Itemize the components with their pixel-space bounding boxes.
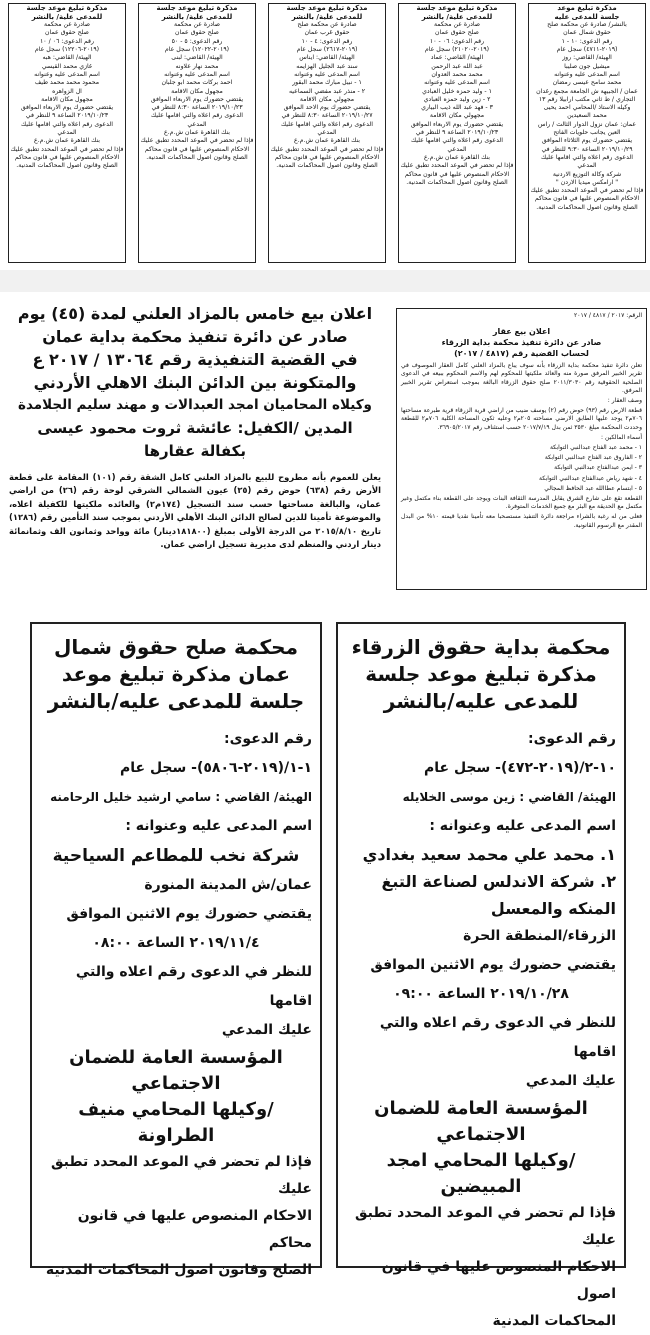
notice-line: غازي محمد القيسي bbox=[41, 62, 93, 70]
notice-line: " ارامكس ميديا الاردن " bbox=[555, 178, 619, 186]
notice-title-line: محكمة بداية حقوق الزرقاء bbox=[351, 635, 611, 659]
purpose: للنظر في الدعوى رقم اعلاه والتي اقامها bbox=[75, 964, 312, 1009]
notice-line: محمد سامح عيسى رمضان bbox=[552, 79, 622, 87]
notice-box-1-text bbox=[9, 4, 125, 171]
notice-line: الدعوى رقم اعلاه والتي اقامها عليك bbox=[411, 137, 503, 145]
notice-line: ٢٠١٩/١٠/٢٣ الساعة ٩ للنظر في bbox=[25, 112, 109, 120]
notice-box-2 bbox=[138, 3, 256, 263]
attend-line: يقتضي حضورك يوم الاثنين الموافق bbox=[66, 906, 312, 922]
case-label: رقم الدعوى: bbox=[224, 731, 312, 747]
notice-line: الهيئة/ القاضي: هبه bbox=[42, 54, 92, 62]
notice-line: رقم الدعوى: ٤ - ١٠ bbox=[301, 37, 353, 45]
case-number: ١-١/(٢٠١٩-٥٨٠٦)- سجل عام bbox=[119, 760, 312, 776]
notice-line: بنك القاهرة عمان ش.م.ع bbox=[34, 137, 100, 145]
auction-heading-line: في القضية التنفيذية رقم ١٣٠٦٤ / ٢٠١٧ ع bbox=[32, 350, 358, 369]
notice-line: بنك القاهرة عمان ش.م.ع bbox=[164, 129, 230, 137]
notice-line: الصلح وقانون اصول المحاكمات المدنية. bbox=[276, 162, 378, 170]
notice-line: الصلح وقانون اصول المحاكمات المدنية. bbox=[16, 162, 118, 170]
notice-line: يقتضي حضورك يوم الاربعاء الموافق bbox=[20, 104, 114, 112]
notice-line: الصلح وقانون اصول المحاكمات المدنية. bbox=[406, 178, 508, 186]
notice-line: رقم الدعوى: ٠٦ / ١٠ bbox=[39, 37, 94, 45]
notice-line: صلح حقوق عمان bbox=[435, 29, 479, 37]
defendant-label: اسم المدعى عليه وعنوانه : bbox=[125, 818, 312, 834]
notice-line: فإذا لم تحضر في الموعد المحدد تطبق عليك bbox=[10, 145, 124, 153]
notice-line: صلح حقوق عمان bbox=[175, 29, 219, 37]
zarqa-paragraph: ٢ - الفاروق عبد الفتاح عبدالنبي التوابكة bbox=[544, 454, 642, 462]
purpose: للنظر في الدعوى رقم اعلاه والتي اقامها bbox=[379, 1015, 616, 1060]
notice-line: الاحكام المنصوص عليها في قانون محاكم bbox=[404, 170, 510, 178]
auction-heading-line: بكفالة عقارها bbox=[143, 442, 247, 460]
defendant-label: اسم المدعى عليه وعنوانه : bbox=[429, 818, 616, 834]
notice-line: حقوق غرب عمان bbox=[304, 29, 350, 37]
notice-line: سند عبد الجليل الهزايمه bbox=[296, 62, 358, 70]
notice-line: اسم المدعى عليه وعنوانه bbox=[554, 70, 620, 78]
notice-line: مجهولي مكان الاقامة bbox=[429, 112, 485, 120]
separator-middle bbox=[0, 596, 650, 616]
notice-line: شركة وكالة التوزيع الاردنية bbox=[552, 170, 622, 178]
plaintiff-line: /وكيلها المحامي امجد المبيضين bbox=[386, 1150, 576, 1197]
notice-line: مجهول مكان الاقامة bbox=[41, 95, 93, 103]
zarqa-paragraph: ٥ - ابتسام عطاالله عبد الحافظ المجالي bbox=[544, 484, 642, 492]
notice-line: رقم الدعوى: ١٠ - ١ bbox=[561, 37, 613, 45]
notice-line: الصلح وقانون اصول المحاكمات المدنية. bbox=[536, 203, 638, 211]
case-number: ١٠-٢/(٢٠١٩-٤٧٢)- سجل عام bbox=[423, 760, 616, 776]
notice-line: للمدعى علية/ بالنشر bbox=[161, 12, 233, 21]
zarqa-title: اعلان بيع عقار bbox=[492, 327, 551, 337]
attend-line: يقتضي حضورك يوم الاثنين الموافق bbox=[370, 957, 616, 973]
warning-line: الصلح وقانون اصول المحاكمات المدنية bbox=[45, 1262, 312, 1278]
notice-line: التجاري / ط ثاني مكتب ارابيلا رقم ١٣ bbox=[538, 95, 636, 103]
notice-box-3-text bbox=[269, 4, 385, 171]
notice-line: صادرة عن محكمة bbox=[173, 21, 221, 29]
notice-line: (٢٠١٩-١٢٠٢٢) سجل عام bbox=[164, 46, 230, 54]
date-time: ٢٠١٩/١٠/٢٨ الساعة ٠٩:٠٠ bbox=[393, 986, 569, 1002]
notice-line: الاحكام المنصوص عليها في قانون محاكم bbox=[534, 195, 640, 203]
notice-line: احمد بركات محمد ابو جلبان bbox=[161, 79, 233, 87]
notice-line: ٢ - منذر عبد مفضي السماعيه bbox=[288, 87, 366, 95]
notice-line: فإذا لم تحضر في الموعد المحدد تطبق عليك bbox=[140, 137, 254, 145]
notice-north-amman bbox=[30, 622, 322, 1278]
notice-line: رقم الدعوى: ٠٦ - ١٠ bbox=[429, 37, 485, 45]
notice-line: مذكرة تبليغ موعد جلسة bbox=[416, 4, 498, 12]
notice-line: الاحكام المنصوص عليها في قانون محاكم bbox=[274, 153, 380, 161]
notice-line: الهيئة/ القاضي: لبنى bbox=[171, 54, 223, 62]
plaintiff-line: /وكيلها المحامي منيف الطراونة bbox=[78, 1099, 274, 1146]
zarqa-ref: الرقم: ٢٠١٧ / ٤٨١٧ / ٢٠١٧ bbox=[574, 312, 642, 319]
notice-line: الهيئة/ القاضي: عماد bbox=[430, 54, 484, 62]
auction-heading-line: اعلان بيع خامس بالمزاد العلني لمدة (٤٥) يوم bbox=[17, 304, 373, 323]
notice-line: مجهولي مكان الاقامة bbox=[299, 95, 355, 103]
notice-line: اسم المدعى عليه وعنوانه bbox=[424, 79, 490, 87]
notice-line: المدعي bbox=[187, 120, 207, 128]
notice-line: حقوق شمال عمان bbox=[563, 29, 611, 37]
notice-line: المدعي bbox=[577, 162, 597, 170]
judge: الهيئة/ القاضي : زين موسى الخلايله bbox=[402, 790, 616, 804]
zarqa-paragraph: تعلن دائرة تنفيذ محكمة بداية الزرقاء بأنه سوف يباع بالمزاد العلني كامل العقار الموصوف في تقرير الخبير المرفق صورة منه والعائد ملكيتها للمحكوم لهم والاسم المحكوم ببيعه في الدعوى الصلحية الحقوقية رقم ٢٠١١/٣٠٣٠ صلح حقوق الزرقاء البالغة بموجب استعراض تقرير الخبير المرفق. bbox=[401, 362, 642, 394]
notice-line: عبد الله عبد الرحمن bbox=[431, 62, 483, 70]
notice-line: يقتضي حضورك يوم الاربعاء الموافق bbox=[150, 95, 244, 103]
notice-box-4 bbox=[398, 3, 516, 263]
notice-line: المدعي bbox=[317, 129, 337, 137]
notice-title-line: جلسة للمدعى عليه/بالنشر bbox=[47, 689, 305, 713]
notice-line: الدعوى رقم اعلاه والتي اقامها عليك bbox=[281, 120, 373, 128]
notice-line: ٢٠١٩/١٠/٢٩ الساعة ٩:٣٠ للنظر في bbox=[541, 145, 633, 153]
notice-line: الهيئة/ القاضي: روز bbox=[562, 54, 612, 62]
notice-line: فإذا لم تحضر في الموعد المحدد تطبق عليك bbox=[530, 187, 644, 195]
notice-line: للمدعى علية/ بالنشر bbox=[31, 12, 103, 21]
notice-line: (٢٠١٩-٢٦١٧) سجل عام bbox=[296, 46, 358, 54]
notice-line: الدعوى رقم اعلاه والتي اقامها عليك bbox=[151, 112, 243, 120]
notice-line: محمد نهار علاونه bbox=[175, 62, 219, 70]
notice-line: بنك القاهرة عمان ش.م.ع bbox=[294, 137, 360, 145]
zarqa-paragraph: وصف العقار : bbox=[607, 397, 642, 405]
notice-line: جلسة للمدعى عليه bbox=[554, 12, 620, 21]
auction-heading-line: المدين /الكفيل: عائشة ثروت محمود عيسى bbox=[37, 419, 353, 437]
auction-heading-line: وكيلاه المحاميان امجد العبدالات و مهند سليم الجلامدة bbox=[18, 397, 372, 413]
notice-line: اسم المدعى عليه وعنوانه bbox=[294, 70, 360, 78]
notice-title-line: عمان مذكرة تبليغ موعد bbox=[61, 662, 291, 686]
notice-line: عمان / الجبيهة ش الجامعة مجمع رغدان bbox=[536, 87, 638, 95]
notice-line: محمد محمد العدوان bbox=[431, 70, 483, 78]
notice-line: الصلح وقانون اصول المحاكمات المدنية. bbox=[146, 153, 248, 161]
notice-line: يقتضي حضورك يوم الاحد الموافق bbox=[283, 104, 371, 112]
auction-heading-line: صادر عن دائرة تنفيذ محكمة بداية عمان bbox=[42, 327, 348, 346]
date-time: ٢٠١٩/١١/٤ الساعة ٠٨:٠٠ bbox=[92, 935, 260, 951]
zarqa-paragraph: ١ - محمد عبد الفتاح عبدالنبي التوابكة bbox=[549, 444, 642, 452]
notice-line: صادرة عن محكمة صلح bbox=[297, 21, 357, 29]
notice-line: مجهول مكان الاقامة bbox=[171, 87, 223, 95]
notice-box-4-text bbox=[399, 4, 515, 187]
top-notices-strip bbox=[0, 0, 650, 268]
plaintiff-line: المؤسسة العامة للضمان الاجتماعي bbox=[69, 1047, 283, 1094]
warning-line: المحاكمات المدنية bbox=[492, 1313, 616, 1329]
notice-line: المدعي bbox=[447, 145, 467, 153]
bottom-strip bbox=[0, 616, 650, 1329]
notice-line: بنك القاهرة عمان ش.م.ع bbox=[424, 153, 490, 161]
notice-box-3 bbox=[268, 3, 386, 263]
zarqa-subtitle: صادر عن دائرة تنفيذ محكمة بداية الزرقاء bbox=[441, 338, 602, 348]
warning-line: الاحكام المنصوص عليها في قانون محاكم bbox=[77, 1208, 312, 1251]
notice-line: الدعوى رقم اعلاه والتي اقامها عليك bbox=[541, 153, 633, 161]
case-label: رقم الدعوى: bbox=[528, 731, 616, 747]
zarqa-paragraph: ٣ - ايمن عبدالفتاح عبدالنبي التوابكة bbox=[554, 464, 642, 472]
notice-line: الهيئة/ القاضي: ايناس bbox=[299, 54, 355, 62]
notice-line: (٢٠١٩-٤٧١١) سجل عام bbox=[556, 46, 618, 54]
notice-line: الاحكام المنصوص عليها في قانون محاكم bbox=[14, 153, 120, 161]
auction-heading-line: والمتكونة بين الدائن البنك الاهلي الأردني bbox=[33, 373, 357, 392]
zarqa-paragraph: ٤ - شهد رياض عبدالفتاح عبدالنبي التوابكة bbox=[539, 474, 642, 482]
notice-line: صادرة عن محكمة bbox=[433, 21, 481, 29]
against: عليك المدعي bbox=[525, 1073, 616, 1089]
defendant-line: المنكه والمعسل bbox=[490, 899, 616, 918]
notice-line: للمدعى علية/ بالنشر bbox=[291, 12, 363, 21]
separator-top bbox=[0, 270, 650, 292]
notice-line: مذكرة تبليغ موعد جلسة bbox=[286, 4, 368, 12]
notice-line: العين يجانب حلويات الفاتح bbox=[553, 129, 621, 137]
notice-line: بالنشر/ صادرة عن محكمة صلح bbox=[547, 21, 627, 29]
auction-notice bbox=[3, 298, 387, 590]
defendant-name: شركة نخب للمطاعم السياحية bbox=[52, 846, 300, 866]
judge: الهيئة/ القاضي : سامي ارشيد خليل الرحامنه bbox=[50, 790, 312, 804]
notice-line: ٢٠١٩/١٠/٢٧ الساعة ٨:٣٠ للنظر في bbox=[281, 112, 373, 120]
zarqa-case: لحساب القضية رقم (٤٨١٧ / ٢٠١٧) bbox=[454, 349, 589, 359]
notice-line: مذكرة تبليغ موعد جلسة bbox=[26, 4, 108, 12]
defendant-line: ٢. شركة الاندلس لصناعة التبغ bbox=[381, 872, 616, 891]
zarqa-sale-notice bbox=[396, 308, 647, 590]
warning-line: الاحكام المنصوص عليها في قانون اصول bbox=[381, 1259, 616, 1302]
warning-line: فإذا لم تحضر في الموعد المحدد تطبق عليك bbox=[355, 1205, 616, 1248]
zarqa-paragraphs bbox=[401, 362, 642, 530]
notice-title-line: محكمة صلح حقوق شمال bbox=[54, 635, 298, 659]
notice-line: (٢٠١٩-٢١٠٢٠) سجل عام bbox=[424, 46, 490, 54]
notice-line: اسم المدعى عليه وعنوانه bbox=[164, 70, 230, 78]
zarqa-paragraph: أسماء المالكين : bbox=[601, 433, 642, 441]
notice-line: رقم الدعوى: ٥ - ٥٠ bbox=[171, 37, 223, 45]
notice-title-line: للمدعى عليه/بالنشر bbox=[383, 689, 579, 713]
notice-line: الاحكام المنصوص عليها في قانون محاكم bbox=[144, 145, 250, 153]
auction-heading bbox=[3, 298, 387, 463]
notice-line: المدعي bbox=[57, 129, 77, 137]
notice-line: ٣ - فهد عبد الله ذيب البياري bbox=[421, 104, 493, 112]
notice-line: محمود محمد محمد طيف bbox=[34, 79, 100, 87]
notice-line: فإذا لم تحضر في الموعد المحدد تطبق عليك bbox=[400, 162, 514, 170]
address: عمان/ش المدينة المنورة bbox=[144, 877, 312, 893]
notice-line: الدعوى رقم اعلاه والتي اقامها عليك bbox=[21, 120, 113, 128]
notice-line: مذكرة تبليغ موعد bbox=[557, 4, 617, 12]
defendant-line: ١. محمد علي محمد سعيد بغدادي bbox=[362, 845, 616, 864]
address: الزرقاء/المنطقة الحرة bbox=[463, 928, 616, 944]
notice-line: وكيله الاستاذ /المحامي احمد يحيى bbox=[543, 104, 631, 112]
notice-line: عمان: عمان نزول الدوار الثالث / راس bbox=[537, 120, 637, 128]
notice-line: اسم المدعى عليه وعنوانه bbox=[34, 70, 100, 78]
notice-line: ميشيل جون صليبا bbox=[564, 62, 610, 70]
notice-title-line: مذكرة تبليغ موعد جلسة bbox=[365, 662, 597, 686]
warning-line: فإذا لم تحضر في الموعد المحدد تطبق عليك bbox=[51, 1154, 312, 1197]
notice-line: صادرة عن محكمة bbox=[43, 21, 91, 29]
notice-box-1 bbox=[8, 3, 126, 263]
notice-line: يقتضي حضورك يوم الاربعاء الموافق bbox=[410, 120, 504, 128]
zarqa-paragraph: قطعة الارض رقم (٩٣) حوض رقم (٢) يوسف ضيب من اراضي قرية الزرقاء قرية طبرعة مساحتها ٧٠٦م٢ يوجد عليها الطابق الارضي مساحته ٢٠٥م٢ وعليه ثكون المساحة الكلية ٧٠٦م٢ للقطعة وحددت المحكمة مبلغ ٣٥٣٠ ثمن بدل ٢٠١٧/٧/١٩ حسب استئناف رقم ٣٦٩٠٥/٢٠١٧. bbox=[401, 407, 642, 431]
notice-box-5 bbox=[528, 3, 646, 263]
zarqa-paragraph: القطعة تقع على شارع الشرق يقابل المدرسة الثقافة البنات ويوجد على القطعة بناء مكتمل وغير مكتمل مع الحديقة مع البئر مع جميع الخدمات المتوفرة. bbox=[401, 495, 642, 511]
auction-body: يعلن للعموم بأنه مطروح للبيع بالمزاد العلني كامل الشقة رقم (١٠١) المقامة على قطعة الأرض رقم (٦٣٨) حوض رقم (٢٥) عيون الشمالي الشرقي لوحة رقم (٢٦) من اراضي عمان، والبالغة مساحتها حسب سند التسجيل (١٧٤م٢) والعائده ملكيتها للكفيلة اعلاه، والموضوعة تأمينا للدين لصالح الدائن البنك الأهلي الأردني بموجب سند التأمين رقم (١٢٨٦) تاريخ ٢٠١٥/٨/١٠ من الدرجة الأولى بمبلغ (١٨١٨٠٠دينار) مائة وواحد وثمانون الف وثمانمائة دينار اردني والمنظم لدى مديرية تسجيل اراضي عمان. bbox=[9, 472, 382, 550]
notice-line: ال الزواهره bbox=[52, 87, 82, 95]
notice-line: ٢٠١٩/١٠/٢٣ الساعة ٨:٣٠ للنظر في bbox=[151, 104, 243, 112]
notice-line: للمدعى علية/ بالنشر bbox=[421, 12, 493, 21]
against: عليك المدعي bbox=[221, 1022, 312, 1038]
notice-box-5-text bbox=[529, 4, 645, 212]
notice-line: صلح حقوق عمان bbox=[45, 29, 89, 37]
notice-line: ٢ - زين وليد حمزه العبادي bbox=[423, 95, 491, 103]
notice-box-2-text bbox=[139, 4, 255, 162]
notice-zarqa-court bbox=[336, 622, 626, 1329]
zarqa-paragraph: فعلى من له رغبة بالشراء مراجعة دائرة التنفيذ مستصحبا معه تأمينا نقديا قيمته ١٠% من البدل المقدر مع الرسوم القانونية. bbox=[401, 513, 642, 529]
notice-line: ١ - وليد حمزه خليل العبادي bbox=[422, 87, 492, 95]
middle-strip bbox=[0, 294, 650, 594]
notice-line: فإذا لم تحضر في الموعد المحدد تطبق عليك bbox=[270, 145, 384, 153]
notice-line: يقتضي حضورك يوم الثلاثاء الموافق bbox=[541, 137, 633, 145]
plaintiff-line: المؤسسة العامة للضمان الاجتماعي bbox=[374, 1098, 588, 1145]
notice-line: محمد السعيدين bbox=[567, 112, 607, 120]
notice-line: ١ - نبيل مبارك محمد البقور bbox=[292, 79, 362, 87]
notice-line: (٢٠١٩-١٢٢٠٦) سجل عام bbox=[34, 46, 100, 54]
notice-line: ٢٠١٩/١٠/٢٣ الساعة ٩ للنظر في bbox=[415, 129, 499, 137]
notice-line: مذكرة تبليغ موعد جلسة bbox=[156, 4, 238, 12]
